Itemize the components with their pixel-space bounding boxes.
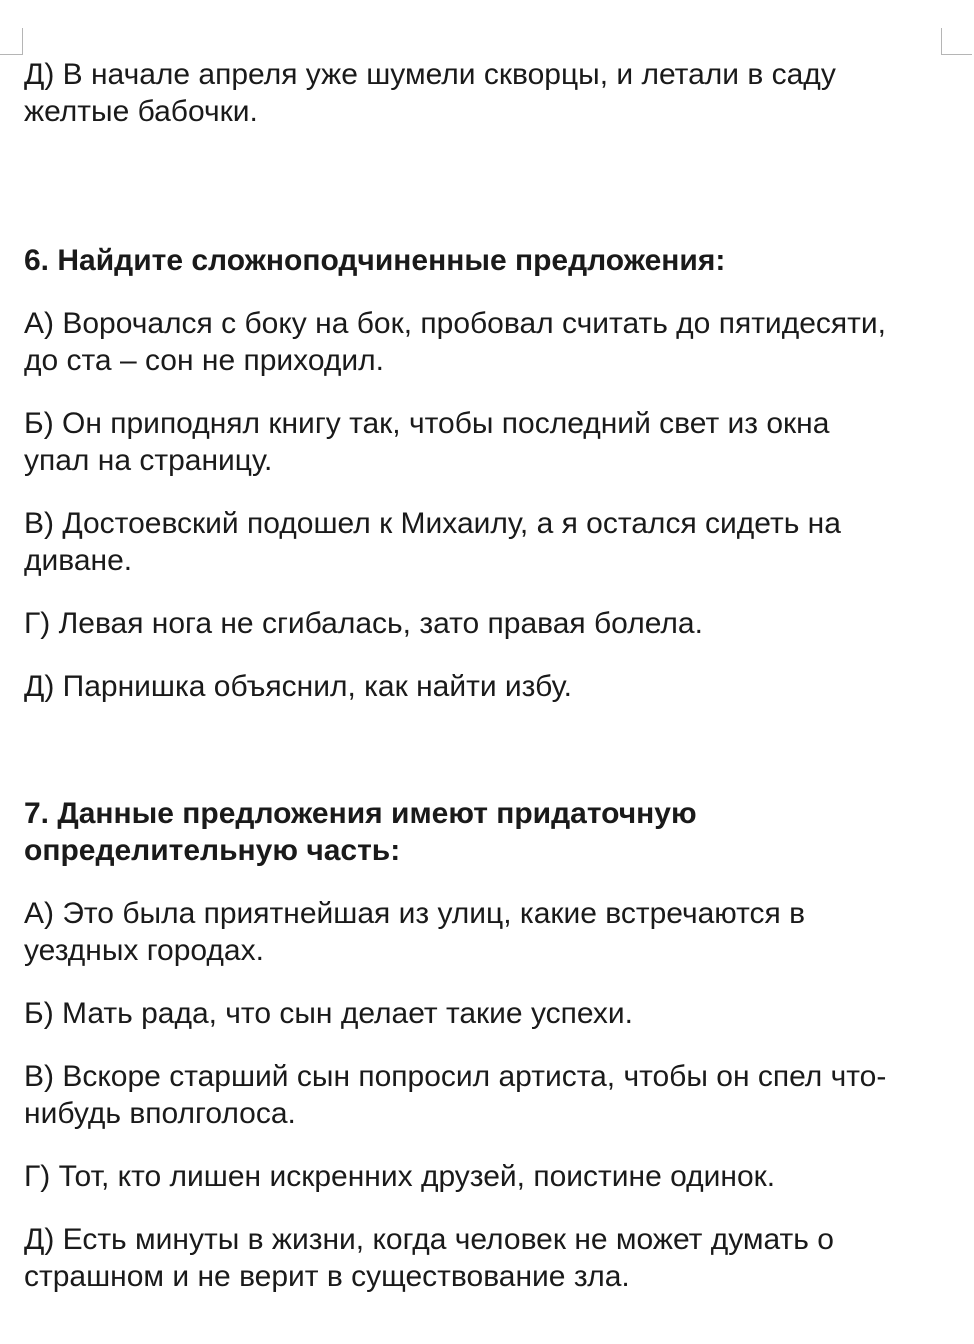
question-7-title [24, 795, 944, 869]
margin-mark-top-left-h [0, 36, 23, 55]
option-line: А) Ворочался с боку на бок, пробовал считать до пятидесяти, [24, 307, 886, 340]
q7-option-b [24, 995, 944, 1032]
option-line: Б) Мать рада, что сын делает такие успехи. [24, 997, 633, 1030]
q6-option-g [24, 605, 944, 642]
q6-option-d [24, 668, 944, 705]
option-line: В) Достоевский подошел к Михаилу, а я остался сидеть на [24, 507, 841, 540]
option-line: А) Это была приятнейшая из улиц, какие встречаются в [24, 897, 806, 930]
q6-option-a [24, 305, 944, 379]
q6-option-b [24, 405, 944, 479]
question-title-line: определительную часть: [24, 834, 401, 867]
q6-option-v [24, 505, 944, 579]
option-line: страшном и не верит в существование зла. [24, 1260, 630, 1293]
option-line: В) Вскоре старший сын попросил артиста, чтобы он спел что- [24, 1060, 887, 1093]
q7-option-d [24, 1221, 944, 1295]
option-line: Д) Парнишка объяснил, как найти избу. [24, 670, 572, 703]
option-line: диване. [24, 544, 133, 577]
option-line: Г) Тот, кто лишен искренних друзей, поистине одинок. [24, 1160, 776, 1193]
option-line: Б) Он приподнял книгу так, чтобы последний свет из окна [24, 407, 830, 440]
margin-mark-top-right-h [941, 36, 972, 55]
option-line: нибудь вполголоса. [24, 1097, 296, 1130]
option-line: Д) Есть минуты в жизни, когда человек не может думать о [24, 1223, 834, 1256]
document-page [24, 56, 944, 1295]
option-line: уездных городах. [24, 934, 264, 967]
q7-option-g [24, 1158, 944, 1195]
prev-option-line: Д) В начале апреля уже шумели скворцы, и летали в саду [24, 58, 836, 91]
q7-option-a [24, 895, 944, 969]
option-line: упал на страницу. [24, 444, 273, 477]
option-line: Г) Левая нога не сгибалась, зато правая болела. [24, 607, 703, 640]
prev-option-line: желтые бабочки. [24, 95, 258, 128]
question-title-line: 7. Данные предложения имеют придаточную [24, 797, 697, 830]
question-6-title: 6. Найдите сложноподчиненные предложения: [24, 244, 726, 277]
option-line: до ста – сон не приходил. [24, 344, 384, 377]
prev-option-d [24, 56, 944, 130]
q7-option-v [24, 1058, 944, 1132]
